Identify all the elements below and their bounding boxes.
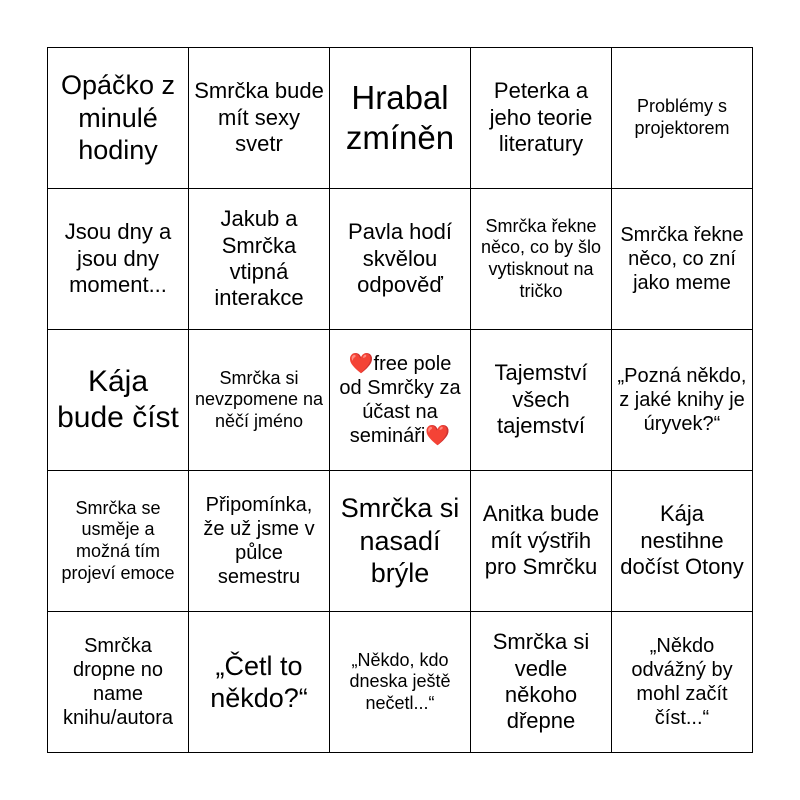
bingo-cell[interactable]: Smrčka si vedle někoho dřepne — [471, 612, 612, 753]
board-row-5 — [48, 612, 753, 753]
bingo-cell[interactable]: Smrčka bude mít sexy svetr — [189, 48, 330, 189]
bingo-cell[interactable]: Smrčka dropne no name knihu/autora — [48, 612, 189, 753]
bingo-cell[interactable]: Kája bude číst — [48, 330, 189, 471]
board-row-4 — [48, 471, 753, 612]
bingo-cell[interactable]: „Četl to někdo?“ — [189, 612, 330, 753]
bingo-cell[interactable]: ❤️free pole od Smrčky za účast na semináři❤️ — [330, 330, 471, 471]
bingo-cell[interactable]: Opáčko z minulé hodiny — [48, 48, 189, 189]
bingo-board — [47, 47, 753, 753]
bingo-cell[interactable]: Jsou dny a jsou dny moment... — [48, 189, 189, 330]
bingo-cell[interactable]: Problémy s projektorem — [612, 48, 753, 189]
bingo-cell[interactable]: Tajemství všech tajemství — [471, 330, 612, 471]
bingo-cell[interactable]: Hrabal zmíněn — [330, 48, 471, 189]
bingo-cell[interactable]: Smrčka si nevzpomene na něčí jméno — [189, 330, 330, 471]
bingo-cell[interactable]: Smrčka si nasadí brýle — [330, 471, 471, 612]
bingo-cell[interactable]: Smrčka se usměje a možná tím projeví emoce — [48, 471, 189, 612]
board-row-3 — [48, 330, 753, 471]
board-row-1 — [48, 48, 753, 189]
bingo-cell[interactable]: Kája nestihne dočíst Otony — [612, 471, 753, 612]
bingo-cell[interactable]: Smrčka řekne něco, co by šlo vytisknout na tričko — [471, 189, 612, 330]
bingo-cell[interactable]: Pavla hodí skvělou odpověď — [330, 189, 471, 330]
bingo-cell[interactable]: „Někdo odvážný by mohl začít číst...“ — [612, 612, 753, 753]
bingo-cell[interactable]: „Pozná někdo, z jaké knihy je úryvek?“ — [612, 330, 753, 471]
board-row-2 — [48, 189, 753, 330]
bingo-cell[interactable]: Anitka bude mít výstřih pro Smrčku — [471, 471, 612, 612]
bingo-cell[interactable]: Připomínka, že už jsme v půlce semestru — [189, 471, 330, 612]
bingo-cell[interactable]: Smrčka řekne něco, co zní jako meme — [612, 189, 753, 330]
bingo-cell[interactable]: „Někdo, kdo dneska ještě nečetl...“ — [330, 612, 471, 753]
bingo-cell[interactable]: Peterka a jeho teorie literatury — [471, 48, 612, 189]
bingo-cell[interactable]: Jakub a Smrčka vtipná interakce — [189, 189, 330, 330]
